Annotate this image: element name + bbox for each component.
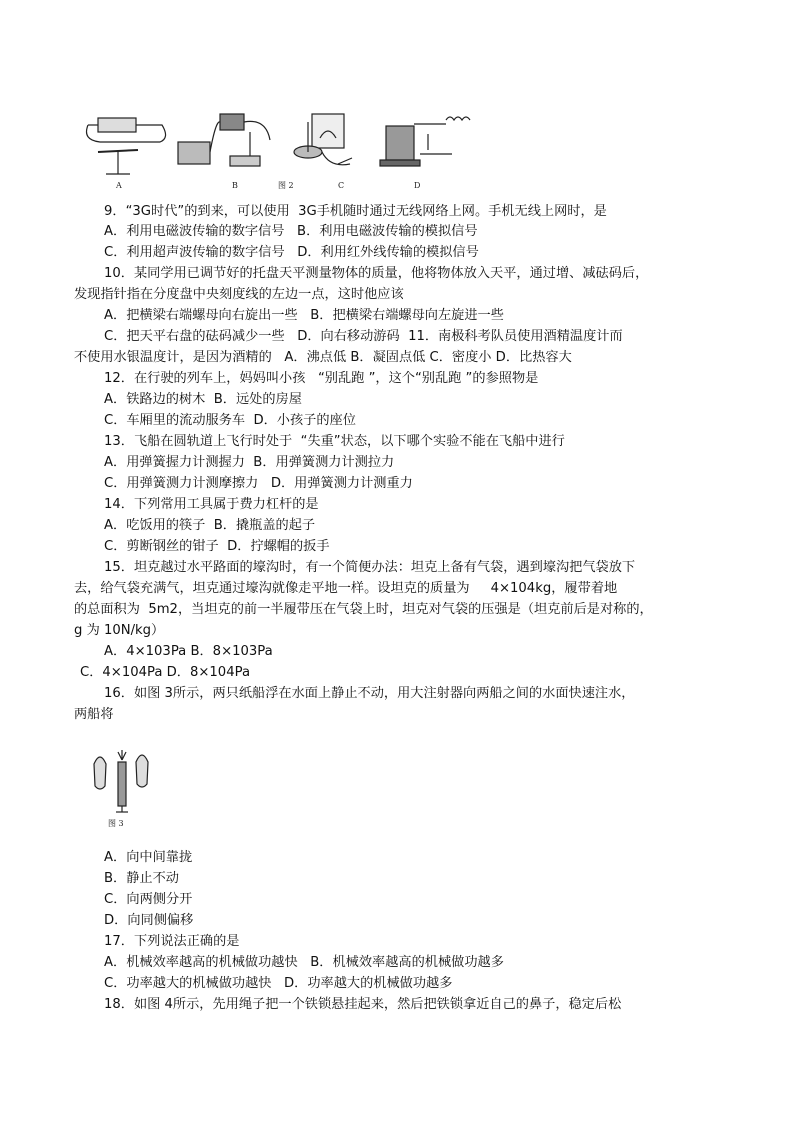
q13-stem: 13．飞船在圆轨道上飞行时处于 “失重”状态，以下哪个实验不能在飞船中进行 [104,434,565,449]
q17-options-ab: A．机械效率越高的机械做功越快 B．机械效率越高的机械做功越多 [104,955,504,970]
q16-stem-2: 两船将 [74,707,114,722]
q14-stem: 14．下列常用工具属于费力杠杆的是 [104,497,319,512]
q10-stem-1: 10．某同学用已调节好的托盘天平测量物体的质量，他将物体放入天平，通过增、减砝码后， [104,266,649,281]
q13-options-cd: C．用弹簧测力计测摩擦力 D．用弹簧测力计测重力 [104,476,413,491]
figure-3-caption: 图 3 [108,819,124,828]
q14-options-ab: A．吃饭用的筷子 B．撬瓶盖的起子 [104,518,316,533]
q9-options-ab: A．利用电磁波传输的数字信号 B．利用电磁波传输的模拟信号 [104,224,478,239]
figure-3-illustration [86,746,158,830]
q16-stem-1: 16．如图 3所示，两只纸船浮在水面上静止不动，用大注射器向两船之间的水面快速注水， [104,686,635,701]
syringe [116,750,128,812]
q18-stem: 18．如图 4所示，先用绳子把一个铁锁悬挂起来，然后把铁锁拿近自己的鼻子，稳定后松 [104,997,622,1012]
q17-stem: 17．下列说法正确的是 [104,934,240,949]
figure-2-d-apparatus [380,117,470,166]
figure-2-b-apparatus [178,114,270,166]
figure-2-c-apparatus [294,114,352,165]
q10-options-cd-q11-stem: C．把天平右盘的砝码减少一些 D．向右移动游码 11．南极科考队员使用酒精温度计而 [104,329,623,344]
paper-boat-left [94,757,106,789]
q15-stem-4: g 为 10N/kg） [74,623,165,638]
figure-3 [86,746,158,830]
q9-stem: 9．“3G时代”的到来，可以使用 3G手机随时通过无线网络上网。手机无线上网时，是 [104,204,607,219]
figure-2-a-apparatus [87,118,166,174]
figure-2-label-a: A [116,181,122,190]
q12-options-cd: C．车厢里的流动服务车 D．小孩子的座位 [104,413,356,428]
q12-options-ab: A．铁路边的树木 B．远处的房屋 [104,392,302,407]
q16-option-b: B．静止不动 [104,871,179,886]
q15-stem-1: 15．坦克越过水平路面的壕沟时，有一个简便办法：坦克上备有气袋，遇到壕沟把气袋放下 [104,560,636,575]
q16-option-d: D．向同侧偏移 [104,913,194,928]
figure-2-caption: 图 2 [278,181,294,190]
q11-stem-options: 不使用水银温度计，是因为酒精的 A．沸点低 B．凝固点低 C．密度小 D．比热容大 [74,350,572,365]
q10-options-ab: A．把横梁右端螺母向右旋出一些 B．把横梁右端螺母向左旋进一些 [104,308,504,323]
q13-options-ab: A．用弹簧握力计测握力 B．用弹簧测力计测拉力 [104,455,395,470]
figure-2 [80,110,480,192]
figure-2-label-b: B [232,181,238,190]
q15-options-cd: C．4×104Pa D．8×104Pa [80,665,251,680]
q15-stem-3: 的总面积为 5m2，当坦克的前一半履带压在气袋上时，坦克对气袋的压强是（坦克前后是对称的， [74,602,653,617]
q9-options-cd: C．利用超声波传输的数字信号 D．利用红外线传输的模拟信号 [104,245,479,260]
q15-options-ab: A．4×103Pa B．8×103Pa [104,644,273,659]
q16-option-c: C．向两侧分开 [104,892,193,907]
q17-options-cd: C．功率越大的机械做功越快 D．功率越大的机械做功越多 [104,976,453,991]
q16-option-a: A．向中间靠拢 [104,850,193,865]
q12-stem: 12．在行驶的列车上，妈妈叫小孩 “别乱跑 ”，这个“别乱跑 ”的参照物是 [104,371,539,386]
q10-stem-2: 发现指针指在分度盘中央刻度线的左边一点，这时他应该 [74,287,404,302]
q14-options-cd: C．剪断钢丝的钳子 D．拧螺帽的扳手 [104,539,330,554]
figure-2-label-c: C [338,181,345,190]
q15-stem-2: 去，给气袋充满气，坦克通过壕沟就像走平地一样。设坦克的质量为 4×104kg，履带着地 [74,581,618,596]
paper-boat-right [136,755,148,787]
figure-2-label-d: D [414,181,421,190]
figure-2-illustration [80,110,480,192]
